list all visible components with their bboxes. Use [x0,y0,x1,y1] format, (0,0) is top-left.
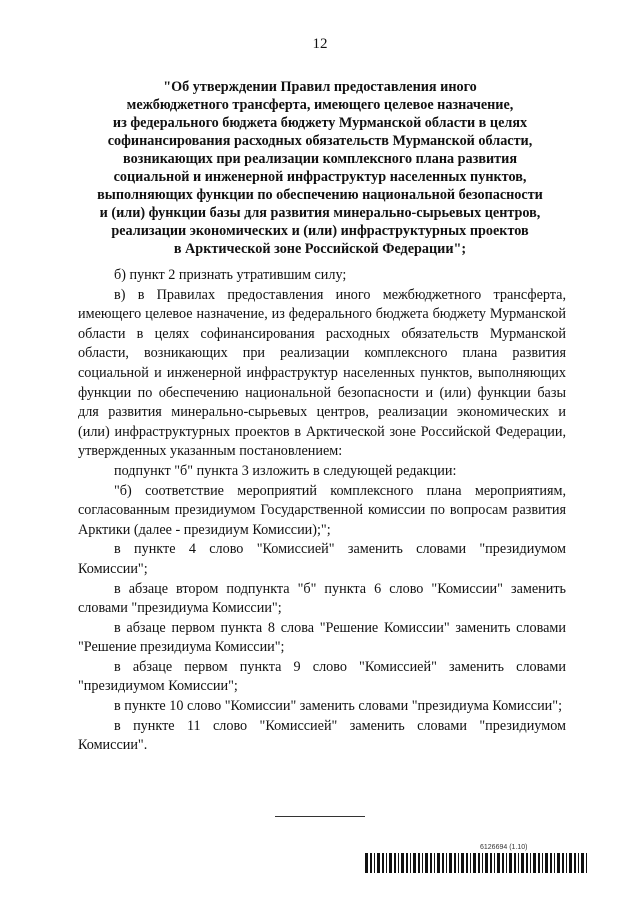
document-title [60,78,580,258]
page-number: 12 [312,36,328,52]
paragraph: б) пункт 2 признать утратившим силу; [114,267,347,283]
title-line: возникающих при реализации комплексного плана развития [123,151,517,167]
title-line: межбюджетного трансферта, имеющего целевое назначение, [126,97,514,113]
title-line: из федерального бюджета бюджету Мурманской области в целях [112,115,528,131]
paragraph: в пункте 11 слово "Комиссией" заменить словами "президиумом Комиссии". [78,717,566,754]
paragraph: в абзаце первом пункта 9 слово "Комиссией" заменить словами "президиумом Комиссии"; [78,658,566,695]
document-body [78,266,566,756]
title-line: выполняющих функции по обеспечению национальной безопасности [97,187,543,203]
title-line: софинансирования расходных обязательств Мурманской области, [107,133,533,149]
title-line: "Об утверждении Правил предоставления иного [163,79,477,95]
title-line: в Арктической зоне Российской Федерации"; [173,241,467,257]
title-line: социальной и инженерной инфраструктур населенных пунктов, [113,169,527,185]
paragraph: в пункте 4 слово "Комиссией" заменить словами "президиумом Комиссии"; [78,541,566,577]
paragraph: в) в Правилах предоставления иного межбюджетного трансферта, имеющего целевое назначение, из федерального бюджета бюджету Мурманской области в целях софинансирования расходных обязательств Мурманской области, возникающих при реализации комплексного плана развития социальной и инженерной инфраструктур населенных пунктов, выполняющих функции по обеспечению национальной безопасности и (или) функции базы для развития минерально-сырьевых центров, реализации экономических и (или) инфраструктурных проектов в Арктической зоне Российской Федерации, утвержденных указанным постановлением: [78,286,566,460]
paragraph: "б) соответствие мероприятий комплексного плана мероприятиям, согласованным президиумом Государственной комиссии по вопросам развития Арктики (далее - президиум Комиссии);"; [78,482,566,538]
paragraph: подпункт "б" пункта 3 изложить в следующей редакции: [114,462,457,479]
paragraph: в абзаце первом пункта 8 слова "Решение Комиссии" заменить словами "Решение президиума Комиссии"; [78,619,566,656]
document-code: 6126694 (1.10) [480,844,528,851]
footer-divider [275,816,365,817]
paragraph: в пункте 10 слово "Комиссии" заменить словами "президиума Комиссии"; [114,698,563,715]
paragraph: в абзаце втором подпункта "б" пункта 6 слово "Комиссии" заменить словами "президиума Комиссии"; [78,580,566,617]
title-line: реализации экономических и (или) инфраструктурных проектов [111,223,529,239]
title-line: и (или) функции базы для развития минерально-сырьевых центров, [99,205,541,221]
barcode-icon [365,853,587,873]
